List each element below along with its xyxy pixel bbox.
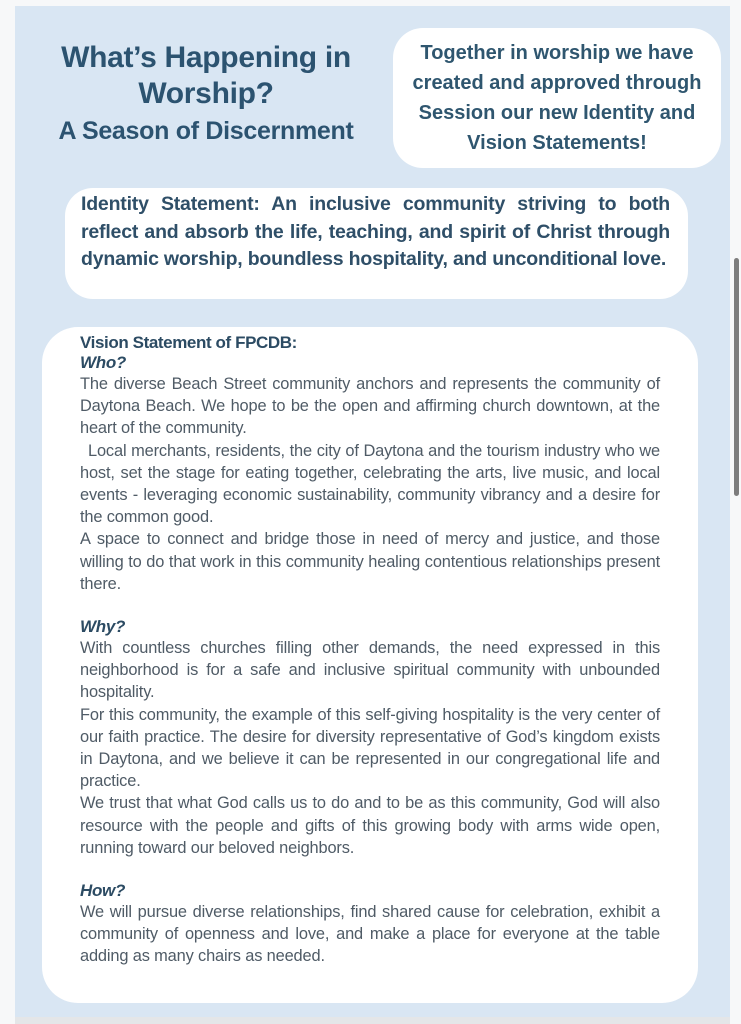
who-paragraph-3: A space to connect and bridge those in need of mercy and justice, and those willing to do that work in this community healing contentious relationships present there. (80, 530, 660, 593)
section-label-why: Why? (80, 617, 126, 637)
why-paragraph-3: We trust that what God calls us to do and to be as this community, God will also resource with the people and gifts of this growing body with arms wide open, running toward our beloved neighbors. (80, 794, 660, 857)
how-paragraph-1: We will pursue diverse relationships, find shared cause for celebration, exhibit a community of openness and love, and make a place for everyone at the table adding as many chairs as needed. (80, 903, 660, 966)
page-bottom-edge (15, 1017, 730, 1024)
who-paragraph-2: Local merchants, residents, the city of Daytona and the tourism industry who we host, set the stage for eating together, celebrating the arts, live music, and local events - leveraging economic sustainability, community vibrancy and a desire for the common good. (80, 441, 660, 527)
page-title-line1: What’s Happening in (61, 41, 351, 74)
page-title-line2: Worship? (138, 77, 274, 110)
identity-statement-box (65, 188, 688, 299)
vision-statement-card (42, 327, 698, 1003)
section-spacer (80, 595, 660, 617)
intro-callout (393, 28, 721, 168)
section-label-who: Who? (80, 353, 126, 372)
why-paragraph-2: For this community, the example of this self-giving hospitality is the very center of our faith practice. The desire for diversity representative of God’s kingdom exists in Daytona, and we believe it can be represented in our congregational life and practice. (80, 705, 660, 791)
section-spacer (80, 859, 660, 881)
why-paragraph-1: With countless churches filling other demands, the need expressed in this neighborhood is for a safe and inclusive spiritual community with unbounded hospitality. (80, 639, 660, 702)
identity-statement-text: Identity Statement: An inclusive community striving to both reflect and absorb the life, teaching, and spirit of Christ through dynamic worship, boundless hospitality, and unconditional love. (81, 193, 670, 270)
vision-heading: Vision Statement of FPCDB: (80, 333, 297, 352)
scrollbar-track[interactable] (731, 0, 741, 1024)
intro-text: Together in worship we have created and approved through Session our new Identity and Vision Statements! (412, 42, 702, 154)
who-paragraph-1: The diverse Beach Street community anchors and represents the community of Daytona Beach. We hope to be the open and affirming church downtown, at the heart of the community. (80, 375, 660, 438)
section-label-how: How? (80, 881, 126, 901)
scrollbar-thumb[interactable] (734, 258, 739, 496)
page-subtitle: A Season of Discernment (58, 117, 354, 145)
title-block (30, 40, 382, 148)
